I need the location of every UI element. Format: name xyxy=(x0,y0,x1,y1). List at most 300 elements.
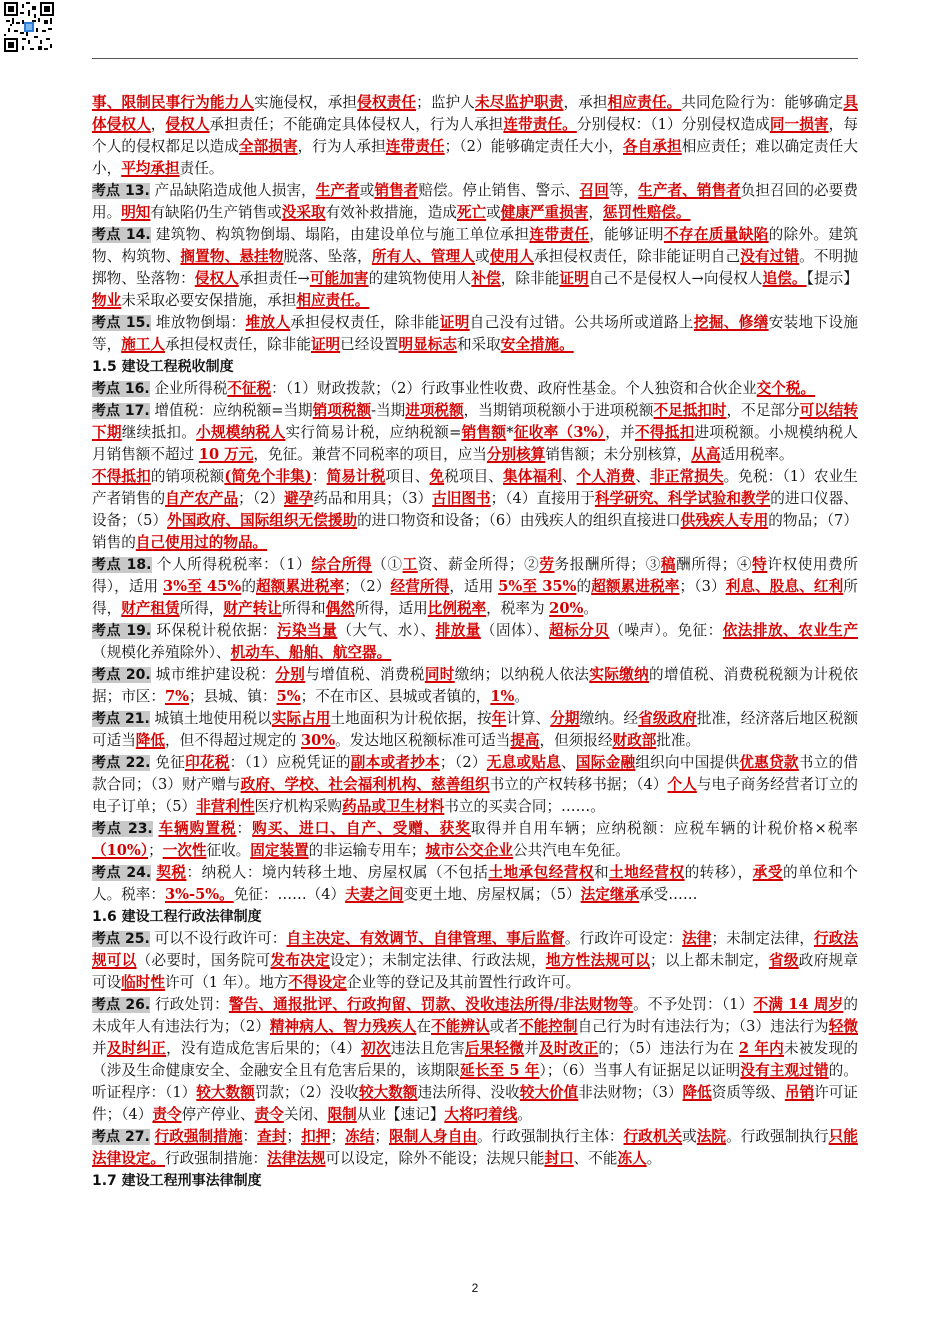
paragraph xyxy=(92,92,858,180)
text-run: 并 xyxy=(92,1040,107,1057)
highlighted-term: 各自承担 xyxy=(622,138,682,155)
highlighted-term: 不得抵扣 xyxy=(635,424,695,441)
highlighted-term: （10%） xyxy=(92,842,149,859)
highlighted-term: 科学研究、科学试验和教学 xyxy=(594,490,771,507)
highlighted-term: 销售额 xyxy=(461,424,507,441)
page-number: 2 xyxy=(471,1281,479,1295)
text-run: （大气、水）、 xyxy=(337,622,436,639)
text-run: 。 xyxy=(517,1106,532,1123)
highlighted-term: 财政部 xyxy=(612,732,657,749)
text-run: 所得， xyxy=(92,578,858,617)
highlighted-term: 行政机关 xyxy=(623,1128,683,1145)
text-run: 1.7 建设工程刑事法律制度 xyxy=(92,1173,262,1189)
text-run: 停产停业、 xyxy=(181,1106,255,1123)
text-run: 与电子商务经营者订立的电子订单；（5） xyxy=(92,776,858,815)
paragraph xyxy=(92,708,858,752)
highlighted-term: 年 xyxy=(491,710,507,727)
highlighted-term: 查封 xyxy=(257,1128,287,1145)
highlighted-term: 提高 xyxy=(510,732,540,749)
highlighted-term: 征收率（3%） xyxy=(513,424,606,441)
text-run: 进项税额。小规模纳税人月销售额不超过 xyxy=(92,424,858,463)
highlighted-term: 7% xyxy=(164,688,190,705)
highlighted-term: 自主决定、有效调节、自律管理、事后监督 xyxy=(286,930,565,947)
text-run: 有效补救措施，造成 xyxy=(325,204,457,221)
highlighted-term: 召回 xyxy=(579,182,609,199)
highlighted-term: 堆放人 xyxy=(245,314,291,331)
text-run: 的进口仪器、设备；（5） xyxy=(92,490,858,529)
paragraph xyxy=(92,620,858,664)
text-run: 分别侵权：（1）分别侵权造成 xyxy=(576,116,770,133)
highlighted-term: 可能加害 xyxy=(309,270,369,287)
text-run: ： xyxy=(242,1128,258,1145)
key-point-label: 考点 19. xyxy=(92,623,152,639)
highlighted-term: 全部损害 xyxy=(238,138,298,155)
text-run: 书立的买卖合同；……。 xyxy=(444,798,605,815)
text-run: ，行为人承担 xyxy=(297,138,386,155)
text-run: 城市维护建设税： xyxy=(150,666,276,683)
highlighted-term: 土地经营权 xyxy=(609,864,685,881)
section-heading xyxy=(92,1170,858,1192)
text-run: 公共汽电车免征。 xyxy=(513,842,630,859)
text-run: 个人所得税税率：（1） xyxy=(151,556,312,573)
highlighted-term: 一次性 xyxy=(162,842,207,859)
text-run: 书立的借款合同；（3）财产赠与 xyxy=(92,754,858,793)
key-point-label: 考点 18. xyxy=(92,557,152,573)
highlighted-term: 省级政府 xyxy=(638,710,697,727)
highlighted-term: 后果轻微 xyxy=(464,1040,525,1057)
highlighted-term: 责令 xyxy=(152,1106,182,1123)
highlighted-term: 冻人 xyxy=(617,1150,647,1167)
highlighted-term: 吊销 xyxy=(784,1084,815,1101)
highlighted-term: 稿 xyxy=(660,556,677,573)
paragraph xyxy=(92,224,858,312)
text-run: 承担侵权责任，除非能 xyxy=(165,336,311,353)
highlighted-term: 降低 xyxy=(682,1084,712,1101)
highlighted-term: 国际金融 xyxy=(575,754,636,771)
highlighted-term: 较大价值 xyxy=(519,1084,579,1101)
text-run: 许权使用费所得），适用 xyxy=(92,556,858,595)
highlighted-term: 明显标志 xyxy=(398,336,457,353)
text-run: （噪声）。免征： xyxy=(609,622,723,639)
text-run: 相应责任；难以确定责任大小， xyxy=(92,138,858,177)
text-run: 和采取 xyxy=(456,336,501,353)
highlighted-term: 降低 xyxy=(135,732,165,749)
highlighted-term: 平均承担 xyxy=(121,160,180,177)
text-run: 自己不是侵权人→向侵权人 xyxy=(588,270,763,287)
text-run: ，免征。兼营不同税率的项目，应当 xyxy=(253,446,487,463)
text-run: 土地面积为计税依据，按 xyxy=(330,710,492,727)
text-run: ；县城、镇： xyxy=(189,688,277,705)
text-run: ；（2） xyxy=(238,490,284,507)
key-point-label: 考点 15. xyxy=(92,315,151,331)
highlighted-term: 轻微 xyxy=(828,1018,858,1035)
highlighted-term: 连带责任 xyxy=(529,226,590,243)
text-run: 或 xyxy=(359,182,375,199)
highlighted-term: 法律 xyxy=(682,930,712,947)
text-run: 等， xyxy=(608,182,639,199)
text-run: 违法且危害 xyxy=(390,1040,465,1057)
highlighted-term: 不存在质量缺陷 xyxy=(663,226,769,243)
text-run: 药品和用具；（3） xyxy=(313,490,433,507)
text-run: 或 xyxy=(475,248,490,265)
text-run: ，承担 xyxy=(563,94,608,111)
text-run: 缴纳；以纳税人依法 xyxy=(454,666,590,683)
highlighted-term: 药品或卫生材料 xyxy=(342,798,445,815)
paragraph xyxy=(92,378,858,400)
highlighted-term: 集体福利 xyxy=(503,468,562,485)
highlighted-term: 偶然 xyxy=(325,600,355,617)
text-run: 继续抵扣。 xyxy=(121,424,197,441)
highlighted-term: 契税 xyxy=(156,864,187,881)
text-run: ，当期销项税额小于进项税额 xyxy=(463,402,654,419)
highlighted-term: 证明 xyxy=(310,336,341,353)
highlighted-term: 简易计税 xyxy=(326,468,386,485)
highlighted-term: 超标分贝 xyxy=(549,622,610,639)
text-run: ，税率为 xyxy=(486,600,550,617)
highlighted-term: 不征税 xyxy=(227,380,272,397)
highlighted-term: 法定继承 xyxy=(580,886,640,903)
highlighted-term: 分期 xyxy=(550,710,580,727)
text-run: 。行政强制执行主体： xyxy=(477,1128,624,1145)
text-run: 适用税率。 xyxy=(720,446,794,463)
key-point-label: 考点 16. xyxy=(92,381,150,397)
highlighted-term: 依法排放、农业生产 xyxy=(722,622,858,639)
text-run: 脱落、坠落， xyxy=(283,248,372,265)
text-run: ；以上都未制定， xyxy=(649,952,769,969)
highlighted-term: 分别核算 xyxy=(486,446,546,463)
highlighted-term: 自产农产品 xyxy=(165,490,239,507)
text-run: 未被发现的（涉及生命健康安全、金融安全且有危害后果的，该期限 xyxy=(92,1040,858,1079)
text-run: ： xyxy=(236,820,253,837)
text-run: ；（2）能够确定责任大小， xyxy=(444,138,623,155)
text-run: 责任。 xyxy=(179,160,224,177)
text-run: 酬所得；④ xyxy=(676,556,753,573)
highlighted-term: 追偿。 xyxy=(762,270,807,287)
text-run: 资质等级、 xyxy=(711,1084,785,1101)
highlighted-term: 超额累进税率 xyxy=(256,578,345,595)
highlighted-term: 未尽监护职责 xyxy=(475,94,564,111)
section-heading xyxy=(92,356,858,378)
text-run: ； xyxy=(330,1128,346,1145)
highlighted-term: 财产租赁 xyxy=(121,600,180,617)
highlighted-term: 施工人 xyxy=(121,336,165,353)
text-run: 设定）；未制定法律、行政法规， xyxy=(330,952,546,969)
qr-code-icon xyxy=(4,2,54,52)
text-run: 有缺陷仍生产销售或 xyxy=(150,204,282,221)
highlighted-term: 所有人、管理人 xyxy=(371,248,476,265)
highlighted-term: 侵权人 xyxy=(194,270,239,287)
highlighted-term: 省级 xyxy=(768,952,799,969)
text-run: 承担侵权责任，除非能 xyxy=(290,314,440,331)
highlighted-term: 3%至 45% xyxy=(162,578,242,595)
highlighted-term: 不能控制 xyxy=(518,1018,578,1035)
highlighted-term: 没有过错 xyxy=(740,248,800,265)
highlighted-term: 物业 xyxy=(92,292,122,309)
highlighted-term: 证明 xyxy=(439,314,470,331)
highlighted-term: 法律法规 xyxy=(267,1150,326,1167)
highlighted-term: 挖掘、修缮 xyxy=(693,314,769,331)
highlighted-term: 不能辨认 xyxy=(431,1018,490,1035)
text-run: 。 xyxy=(514,688,529,705)
text-run: 。 xyxy=(583,600,598,617)
highlighted-term: 自己使用过的物品。 xyxy=(135,534,268,551)
text-run: 在 xyxy=(416,1018,432,1035)
text-run: 取得并自用车辆；应纳税额：应税车辆的计税价格×税率 xyxy=(470,820,858,837)
text-run: 医疗机构采购 xyxy=(254,798,343,815)
text-run: 的非运输专用车； xyxy=(308,842,426,859)
highlighted-term: 固定装置 xyxy=(250,842,309,859)
text-run: 行政强制措施： xyxy=(164,1150,268,1167)
text-run: 实施侵权，承担 xyxy=(254,94,358,111)
highlighted-term: 扣押 xyxy=(301,1128,331,1145)
highlighted-term: 2 年内 xyxy=(738,1040,785,1057)
text-run: 并 xyxy=(524,1040,540,1057)
highlighted-term: 生产者、销售者 xyxy=(638,182,741,199)
text-run: 安装地下设施等， xyxy=(92,314,858,353)
text-run: 。发达地区税额标准可适当 xyxy=(335,732,511,749)
highlighted-term: 超额累进税率 xyxy=(591,578,680,595)
highlighted-term: 搁置物、悬挂物 xyxy=(180,248,284,265)
text-run: 未采取必要安保措施，承担 xyxy=(121,292,297,309)
key-point-label: 考点 22. xyxy=(92,755,151,771)
text-run: ， xyxy=(150,116,166,133)
text-run: 所得和 xyxy=(281,600,326,617)
text-run: ：（1）财政拨款；（2）行政事业性收费、政府性基金。个人独资和合伙企业 xyxy=(271,380,757,397)
text-run: 务报酬所得；③ xyxy=(554,556,661,573)
highlighted-term: 相应责任。 xyxy=(296,292,370,309)
text-run: 免征：……（4） xyxy=(233,886,346,903)
highlighted-term: 优惠贷款 xyxy=(739,754,799,771)
text-run: 批准。 xyxy=(656,732,701,749)
highlighted-term: 避孕 xyxy=(284,490,314,507)
highlighted-term: 临时性 xyxy=(121,974,165,991)
text-run: 赔偿。停止销售、警示、 xyxy=(418,182,580,199)
text-run: ；监护人 xyxy=(416,94,476,111)
highlighted-term: 较大数额 xyxy=(359,1084,418,1101)
text-run: ；未制定法律， xyxy=(711,930,815,947)
highlighted-term: 政府、学校、社会福利机构、慈善组织 xyxy=(240,776,490,793)
text-run: 可以不设行政许可： xyxy=(149,930,287,947)
text-run: 或 xyxy=(486,204,501,221)
highlighted-term: 城市公交企业 xyxy=(425,842,514,859)
highlighted-term: 健康严重损害 xyxy=(500,204,589,221)
highlighted-term: 连带责任。 xyxy=(503,116,577,133)
text-run: 变更土地、房屋权属；（5） xyxy=(403,886,581,903)
text-run: -当期 xyxy=(371,402,406,419)
text-run: 建筑物、构筑物倒塌、塌陷，由建设单位与施工单位承担 xyxy=(150,226,530,243)
highlighted-term: 古旧图书 xyxy=(432,490,491,507)
text-run: 关闭、 xyxy=(283,1106,328,1123)
key-point-label: 考点 25. xyxy=(92,931,150,947)
text-run: 承担责任；不能确定具体侵权人，行为人承担 xyxy=(209,116,504,133)
paragraph xyxy=(92,312,858,356)
text-run: 的 xyxy=(576,578,592,595)
text-run: 违法所得、没收 xyxy=(417,1084,520,1101)
text-run: 自己没有过错。公共场所或道路上 xyxy=(469,314,694,331)
highlighted-term: 行政法规可以 xyxy=(92,930,858,969)
text-run: （固体）、 xyxy=(480,622,549,639)
highlighted-term: 同一损害 xyxy=(769,116,829,133)
text-run: 承受…… xyxy=(639,886,698,903)
highlighted-term: 非正常损失 xyxy=(650,468,724,485)
text-run: 征收。 xyxy=(206,842,251,859)
highlighted-term: 不满 14 周岁 xyxy=(753,996,844,1013)
text-run: 、 xyxy=(635,468,651,485)
highlighted-term: 行政强制措施 xyxy=(154,1128,243,1145)
paragraph xyxy=(92,752,858,818)
highlighted-term: 具体侵权人 xyxy=(92,94,858,133)
highlighted-term: 相应责任。 xyxy=(607,94,682,111)
highlighted-term: 劳 xyxy=(539,556,555,573)
highlighted-term: 法院 xyxy=(696,1128,727,1145)
highlighted-term: 地方性法规可以 xyxy=(545,952,650,969)
highlighted-term: 车辆购置税 xyxy=(158,820,237,837)
paragraph xyxy=(92,664,858,708)
highlighted-term: 不得设定 xyxy=(288,974,347,991)
text-run: 。行政许可设定： xyxy=(564,930,683,947)
highlighted-term: 污染当量 xyxy=(276,622,338,639)
highlighted-term: 限制人身自由 xyxy=(389,1128,477,1145)
text-run: 、 xyxy=(561,468,577,485)
text-run: 环保税计税依据： xyxy=(151,622,277,639)
highlighted-term: 分别 xyxy=(275,666,306,683)
paragraph xyxy=(92,554,858,620)
highlighted-term: 进项税额 xyxy=(405,402,464,419)
highlighted-term: 证明 xyxy=(559,270,589,287)
highlighted-term: 实际占用 xyxy=(271,710,331,727)
text-run: 缴纳。经 xyxy=(579,710,639,727)
highlighted-term: 精神病人、智力残疾人 xyxy=(269,1018,417,1035)
text-run: ，适用 xyxy=(449,578,499,595)
text-run: 和 xyxy=(594,864,610,881)
highlighted-term: 3%-5%。 xyxy=(164,886,234,903)
text-run: 许可证件；（4） xyxy=(92,1084,858,1123)
highlighted-term: 警告、通报批评、行政拘留、罚款、没收违法所得/非法财物等 xyxy=(228,996,634,1013)
text-run: ，但须报经 xyxy=(539,732,613,749)
text-run: 企业等的登记及其前置性行政许可。 xyxy=(346,974,581,991)
highlighted-term: 交个税。 xyxy=(756,380,816,397)
text-run: 。行政强制执行 xyxy=(726,1128,829,1145)
highlighted-term: 30% xyxy=(300,732,336,749)
text-run: ； xyxy=(374,1128,390,1145)
text-run: 自己行为时有违法行为；（3）违法行为 xyxy=(577,1018,829,1035)
highlighted-term: 5%至 35% xyxy=(498,578,577,595)
key-point-label: 考点 24. xyxy=(92,865,152,881)
text-run: 许可（1 年）。地方 xyxy=(165,974,289,991)
text-run: 所得，适用 xyxy=(354,600,428,617)
highlighted-term: 实际缴纳 xyxy=(589,666,650,683)
text-run: 共同危险行为：能够确定 xyxy=(681,94,844,111)
highlighted-term: 大将叼着线 xyxy=(444,1106,518,1123)
text-run: 实行简易计税，应纳税额= xyxy=(285,424,462,441)
text-run: ，不足部分 xyxy=(726,402,800,419)
highlighted-term: 不足抵扣时 xyxy=(653,402,727,419)
highlighted-term: 个人 xyxy=(667,776,697,793)
text-run: ；（2） xyxy=(439,754,487,771)
highlighted-term: 初次 xyxy=(361,1040,391,1057)
highlighted-term: 综合所得 xyxy=(311,556,373,573)
highlighted-term: 财产转让 xyxy=(223,600,282,617)
highlighted-term: 责令 xyxy=(254,1106,284,1123)
text-run: 的未成年人有违法行为；（2） xyxy=(92,996,858,1035)
text-run: ； xyxy=(286,1128,302,1145)
text-run: 1.5 建设工程税收制度 xyxy=(92,359,234,375)
highlighted-term: 事、限制民事行为能力人 xyxy=(92,94,255,111)
highlighted-term: 及时改正 xyxy=(539,1040,599,1057)
highlighted-term: 可以结转下期 xyxy=(92,402,858,441)
highlighted-term: 只能法律设定。 xyxy=(92,1128,858,1167)
text-run: 【提示】 xyxy=(806,270,858,287)
text-run: 或者 xyxy=(489,1018,519,1035)
text-run: 已经设置 xyxy=(340,336,399,353)
highlighted-term: 经营所得 xyxy=(390,578,450,595)
text-run: 企业所得税 xyxy=(149,380,228,397)
paragraph xyxy=(92,180,858,224)
highlighted-term: 从高 xyxy=(691,446,721,463)
text-run: 政府规章可设 xyxy=(92,952,858,991)
highlighted-term: 使用人 xyxy=(489,248,534,265)
text-run: ）；（6）当事人有证据足以证明 xyxy=(539,1062,741,1079)
highlighted-term: 非营利性 xyxy=(196,798,255,815)
text-run: ，并 xyxy=(605,424,636,441)
text-run: ：（1）应税凭证的 xyxy=(229,754,351,771)
highlighted-term: 同时 xyxy=(424,666,455,683)
text-run: ； xyxy=(148,842,163,859)
highlighted-term: 冻结 xyxy=(345,1128,375,1145)
highlighted-term: 机动车、船舶、航空器。 xyxy=(230,644,392,661)
key-point-label: 考点 20. xyxy=(92,667,151,683)
highlighted-term: 20% xyxy=(549,600,584,617)
text-run: 批准，经济落后地区税额可适当 xyxy=(92,710,858,749)
highlighted-term: 副本或者抄本 xyxy=(350,754,440,771)
highlighted-term: 利息、股息、红利 xyxy=(725,578,844,595)
text-run: 的进口物资和设备；（6）由残疾人的组织直接进口 xyxy=(357,512,681,529)
highlighted-term: 死亡 xyxy=(456,204,487,221)
highlighted-term: 工 xyxy=(402,556,418,573)
highlighted-term: (简免个非集) xyxy=(224,468,312,485)
text-run: 产品缺陷造成他人损害， xyxy=(149,182,316,199)
highlighted-term: 土地承包经营权 xyxy=(488,864,595,881)
highlighted-term: 发布决定 xyxy=(270,952,330,969)
highlighted-term: 10 万元 xyxy=(198,446,254,463)
text-run: ： xyxy=(311,468,327,485)
text-run: 的 xyxy=(241,578,257,595)
text-run: 。不予处罚：（1） xyxy=(633,996,754,1013)
text-run: 的；（5）违法行为在 xyxy=(598,1040,739,1057)
highlighted-term: 补偿 xyxy=(471,270,501,287)
key-point-label: 考点 14. xyxy=(92,227,151,243)
paragraph xyxy=(92,466,858,554)
key-point-label: 考点 13. xyxy=(92,183,150,199)
text-run: 的除外。建筑物、构筑物、 xyxy=(92,226,858,265)
text-run: 的销项税额 xyxy=(150,468,225,485)
highlighted-term: 连带责任 xyxy=(385,138,445,155)
highlighted-term: 安全措施。 xyxy=(500,336,574,353)
text-run: 堆放物倒塌： xyxy=(150,314,246,331)
highlighted-term: 比例税率 xyxy=(427,600,487,617)
highlighted-term: 侵权责任 xyxy=(357,94,417,111)
text-run: ，每个人的侵权都足以造成 xyxy=(92,116,858,155)
text-run: 的转移）， xyxy=(684,864,753,881)
text-run: 资、薪金所得；② xyxy=(417,556,540,573)
text-run: ，没有造成危害后果的；（4） xyxy=(166,1040,362,1057)
highlighted-term: 没采取 xyxy=(281,204,326,221)
text-run: （规模化养殖除外）、 xyxy=(92,644,231,661)
text-run: 。不明抛掷物、坠落物： xyxy=(92,248,858,287)
highlighted-term: 个人消费 xyxy=(576,468,636,485)
highlighted-term: 延长至 5 年 xyxy=(460,1062,540,1079)
text-run: 可以设定，除外不能设；法规只能 xyxy=(325,1150,545,1167)
